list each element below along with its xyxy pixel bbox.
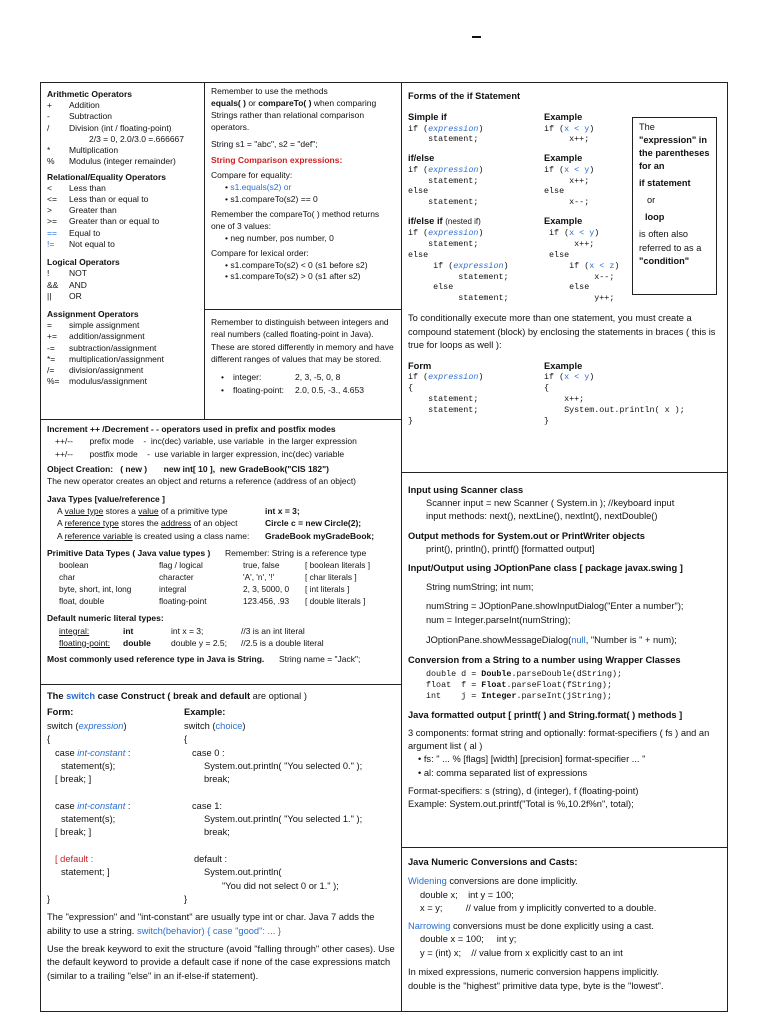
- op-row: [47, 280, 198, 291]
- log-list: [47, 268, 198, 302]
- strings-rem: Remember the compareTo( ) method returns one of 3 values:: [211, 209, 380, 231]
- operators-section: [40, 82, 205, 420]
- prim-cell: [ int literals ]: [305, 584, 350, 595]
- prim-cell: flag / logical: [159, 560, 203, 571]
- op-row: [47, 320, 198, 331]
- op-desc: Addition: [69, 100, 100, 111]
- io-t2: Output methods for System.out or PrintWriter objects: [408, 530, 645, 541]
- op-row: [47, 123, 198, 134]
- ifelse-form: if (expression) statement; else statement;: [408, 164, 484, 208]
- most-ex: String name = "Jack";: [279, 654, 361, 665]
- prim-cell: integral: [159, 584, 187, 595]
- op-desc: Division (int / floating-point): [69, 122, 172, 133]
- io-s2: input methods: next(), nextLine(), nextInt(), nextDouble(): [426, 511, 658, 522]
- op-symbol: /=: [47, 365, 55, 376]
- op-desc: modulus/assignment: [69, 376, 147, 387]
- simple-if-form: if (expression) statement;: [408, 123, 484, 145]
- nums-fp-vals: 2.0, 0.5, -3., 4.653: [295, 384, 364, 395]
- op-desc: 2/3 = 0, 2.0/3.0 =.666667: [89, 133, 184, 144]
- prim-cell: 123.456, .93: [243, 596, 290, 607]
- op-desc: Less than or equal to: [69, 193, 149, 204]
- io-t4: Conversion from a String to a number using Wrapper Classes: [408, 654, 681, 665]
- op-row: [47, 216, 198, 227]
- most-text: Most commonly used reference type in Java is String.: [47, 654, 265, 665]
- io-section: [401, 472, 728, 848]
- strings-lex1: • s1.compareTo(s2) < 0 (s1 before s2): [225, 260, 395, 272]
- types-ex3: GradeBook myGradeBook;: [265, 530, 375, 541]
- arith-list: [47, 100, 198, 167]
- nums-fp-label: floating-point:: [233, 384, 285, 395]
- op-desc: division/assignment: [69, 365, 144, 376]
- conv-m1: In mixed expressions, numeric conversion happens implicitly.: [408, 967, 659, 978]
- op-symbol: *=: [47, 353, 56, 364]
- prim-cell: 'A', 'n', '!': [243, 572, 275, 583]
- simple-if-example: if (x < y) x++;: [544, 123, 595, 145]
- strings-lex2: • s1.compareTo(s2) > 0 (s1 after s2): [225, 271, 395, 283]
- io-al: • al: comma separated list of expressions: [418, 767, 588, 778]
- op-desc: addition/assignment: [69, 331, 145, 342]
- op-symbol: &&: [47, 279, 59, 290]
- io-s1: Scanner input = new Scanner ( System.in ); //keyboard input: [426, 498, 675, 509]
- conv-w: Widening conversions are done implicitly.: [408, 876, 578, 887]
- io-s7: JOptionPane.showMessageDialog(null, "Number is " + num);: [426, 634, 677, 645]
- op-symbol: <=: [47, 193, 57, 204]
- strings-decl: String s1 = "abc", s2 = "def";: [211, 138, 318, 149]
- io-t5: Java formatted output [ printf( ) and String.format( ) methods ]: [408, 709, 683, 720]
- op-row: [47, 365, 198, 376]
- block-example: if (x < y) { x++; System.out.println( x ); }: [544, 372, 685, 426]
- nums-int-label: integer:: [233, 372, 262, 383]
- log-title: Logical Operators: [47, 257, 120, 268]
- op-row: [47, 156, 198, 167]
- op-symbol: ||: [47, 290, 52, 301]
- prim-cell: float, double: [59, 596, 105, 607]
- op-row: [47, 331, 198, 342]
- conv-w4: x = y; // value from y implicitly converted to a double.: [420, 903, 657, 914]
- strings-eq1: • s1.equals(s2) or: [225, 182, 395, 194]
- prim-cell: byte, short, int, long: [59, 584, 132, 595]
- op-row: [47, 183, 198, 194]
- page-title-dash: [472, 36, 481, 38]
- op-row: [47, 100, 198, 111]
- string-compare-section: [204, 82, 402, 310]
- op-symbol: <: [47, 182, 52, 193]
- op-desc: Greater than: [69, 205, 117, 216]
- io-fs: • fs: " ... % [flags] [width] [precision] format-specifier ... ": [418, 754, 646, 765]
- op-row: [47, 239, 198, 250]
- if-section: Forms of the if Statement Simple if Example if (expression) statement; if (x < y) x++; if/else Example if (expression) statement; else statement; if (x < y) x++; else x--; if/else if (nested if) Example if (expression) statement; else if (expression) statement; else statement; if (x < y) x++; else if (x < z) x--; else y++; To conditionally execute more than one statement, you must create a compound statement (block) by enclosing the statements in braces ( this is true for loops as well ): Form Example if (expression) { statement; statement; } if (x < y) { x++; System.out.println( x ); }: [401, 82, 728, 473]
- rel-list: [47, 183, 198, 250]
- op-row: [47, 194, 198, 205]
- op-desc: NOT: [69, 268, 87, 279]
- asg-list: [47, 320, 198, 387]
- prim-cell: true, false: [243, 560, 280, 571]
- types-ex1: int x = 3;: [265, 505, 300, 516]
- op-row: [47, 268, 198, 279]
- conversions-section: [401, 847, 728, 1012]
- io-s6: num = Integer.parseInt(numString);: [426, 614, 571, 625]
- op-symbol: *: [47, 145, 51, 156]
- op-desc: Multiplication: [69, 145, 119, 156]
- strings-l2: equals( ) or compareTo( ) when comparing: [211, 97, 377, 108]
- op-row: [47, 343, 198, 354]
- strings-l1: Remember to use the methods: [211, 86, 328, 96]
- conv-n: Narrowing conversions must be done explicitly using a cast.: [408, 920, 654, 931]
- op-desc: simple assignment: [69, 320, 140, 331]
- prim-table: [59, 559, 375, 607]
- switch-p2: Use the break keyword to exit the structure (avoid "falling through" other cases). Use the default keyword to provide a default case if none of the case expressions match (similar to a trailing "else" in an if-else-if statement).: [47, 944, 395, 981]
- op-desc: Modulus (integer remainder): [69, 156, 176, 167]
- condition-note: The "expression" in the parentheses for an if statement or loop is often also referred to as a "condition": [632, 117, 717, 295]
- switch-title: The switch case Construct ( break and default are optional ): [47, 691, 307, 701]
- arith-title: Arithmetic Operators: [47, 89, 133, 99]
- op-symbol: -: [47, 111, 50, 122]
- op-symbol: %=: [47, 376, 60, 387]
- ifelseif-form: if (expression) statement; else if (expression) statement; else statement;: [408, 227, 509, 304]
- op-row: [47, 354, 198, 365]
- switch-section: [40, 684, 402, 1012]
- op-desc: Not equal to: [69, 238, 115, 249]
- switch-example: Example: switch (choice) { case 0 : System.out.println( "You selected 0." ); break; case 1: System.out.println( "You selected 1." ); break; default : System.out.println( "You did not select 0 or 1." ); }: [184, 707, 363, 904]
- strings-eq: Compare for equality:: [211, 170, 293, 181]
- op-desc: multiplication/assignment: [69, 353, 164, 364]
- incdec-l1: ++/-- prefix mode - inc(dec) variable, use variable in the larger expression: [55, 436, 357, 447]
- io-t3: Input/Output using JOptionPane class [ package javax.swing ]: [408, 562, 683, 573]
- op-desc: AND: [69, 279, 87, 290]
- op-symbol: %: [47, 156, 55, 167]
- strings-eq2: • s1.compareTo(s2) == 0: [225, 194, 395, 206]
- op-row: [47, 111, 198, 122]
- op-desc: OR: [69, 290, 82, 301]
- prim-title: Primitive Data Types ( Java value types ): [47, 547, 211, 558]
- conv-n3: double x = 100; int y;: [420, 934, 517, 945]
- strings-rem1: • neg number, pos number, 0: [225, 233, 395, 245]
- nums-int-vals: 2, 3, -5, 0, 8: [295, 372, 341, 383]
- op-symbol: +=: [47, 331, 57, 342]
- op-desc: Subtraction: [69, 111, 112, 122]
- conv-m2: double is the "highest" primitive data type, byte is the "lowest".: [408, 980, 664, 991]
- op-row: [47, 205, 198, 216]
- prim-cell: [ boolean literals ]: [305, 560, 371, 571]
- strings-l3: Strings rather than relational comparison operators.: [211, 109, 365, 132]
- conv-title: Java Numeric Conversions and Casts:: [408, 857, 578, 867]
- prim-cell: floating-point: [159, 596, 207, 607]
- prim-cell: 2, 3, 5000, 0: [243, 584, 290, 595]
- prim-row: [59, 583, 375, 595]
- incdec-l2: ++/-- postfix mode - use variable in larger expression, inc(dec) variable: [55, 448, 345, 459]
- io-s5: numString = JOptionPane.showInputDialog("Enter a number");: [426, 601, 684, 612]
- prim-row: [59, 595, 375, 607]
- wrapper-code: double d = Double.parseDouble(dString); float f = Float.parseFloat(fString); int j = Integer.parseInt(jString);: [426, 669, 623, 701]
- op-desc: Greater than or equal to: [69, 216, 160, 227]
- op-row: [47, 145, 198, 156]
- conv-n4: y = (int) x; // value from x explicitly cast to an int: [420, 947, 623, 958]
- obj-title: Object Creation: ( new ) new int[ 10 ], new GradeBook("CIS 182"): [47, 463, 329, 474]
- switch-form: Form: switch (expression) { case int-constant : statement(s); [ break; ] case int-constant : statement(s); [ break; ] [ default : statement; ] }: [47, 707, 131, 904]
- op-row: [47, 228, 198, 239]
- op-symbol: =: [47, 320, 52, 331]
- def-row-1: integral: int int x = 3; //3 is an int literal: [59, 625, 305, 636]
- op-symbol: !: [47, 268, 50, 279]
- op-symbol: ==: [47, 227, 57, 238]
- op-symbol: /: [47, 122, 50, 133]
- io-c3: 3 components: format string and optionally: format-specifiers ( fs ) and an argument list ( al ): [408, 728, 710, 752]
- types-section: Increment ++ /Decrement - - operators used in prefix and postfix modes ++/-- prefix mode - inc(dec) variable, use variable in the larger expression ++/-- postfix mode - use variable in larger expression, inc(dec) variable Object Creation: ( new ) new int[ 10 ], new GradeBook("CIS 182") The new operator creates an object and returns a reference (address of an object) Java Types [value/reference ] A value type stores a value of a primitive type int x = 3; A reference type stores the address of an object Circle c = new Circle(2); A reference variable is created using a class name: GradeBook myGradeBook; Primitive Data Types ( Java value types ) Remember: String is a reference type boolean flag / logical true, false [ boolean literals ] char character 'A', 'n', '!' [ char literals ] byte, short, int, long integral 2, 3, 5000, 0 [ int literals ] float, double floating-point 123.456, .93 [ double literals ] Default numeric literal types: integral: int int x = 3; //3 is an int literal floating-point: double double y = 2.5; //2.5 is a double literal Most commonly used reference type in Java is String. String name = "Jack";: [40, 419, 402, 685]
- block-form: if (expression) { statement; statement; }: [408, 372, 484, 426]
- def-title: Default numeric literal types:: [47, 613, 164, 624]
- conv-w3: double x; int y = 100;: [420, 889, 514, 900]
- prim-row: [59, 559, 375, 571]
- compound-text: To conditionally execute more than one statement, you must create a compound statement (block) by enclosing the statements in braces ( this is true for loops as well ):: [408, 313, 716, 351]
- strings-cmp-title: String Comparison expressions:: [211, 155, 343, 166]
- op-symbol: +: [47, 100, 52, 111]
- types-title: Java Types [value/reference ]: [47, 493, 165, 504]
- op-row: [47, 376, 198, 387]
- nums-text: Remember to distinguish between integers and real numbers (called floating-point in Java). These are stored differently in memory and have different ranges of values that may be stored.: [211, 317, 394, 364]
- op-desc: Less than: [69, 182, 106, 193]
- op-row: [47, 134, 198, 145]
- op-symbol: >=: [47, 216, 57, 227]
- rel-title: Relational/Equality Operators: [47, 171, 167, 182]
- io-ex: Example: System.out.printf("Total is %,10.2f%n", total);: [408, 798, 634, 809]
- op-symbol: >: [47, 205, 52, 216]
- op-row: [47, 291, 198, 302]
- strings-lex: Compare for lexical order:: [211, 247, 309, 258]
- prim-rem: Remember: String is a reference type: [225, 547, 367, 558]
- io-s4: String numString; int num;: [426, 582, 534, 593]
- asg-title: Assignment Operators: [47, 308, 139, 319]
- io-t1: Input using Scanner class: [408, 485, 524, 495]
- if-title: Forms of the if Statement: [408, 91, 521, 101]
- op-desc: subtraction/assignment: [69, 342, 157, 353]
- prim-cell: character: [159, 572, 194, 583]
- prim-cell: [ double literals ]: [305, 596, 366, 607]
- op-symbol: !=: [47, 238, 55, 249]
- types-ex2: Circle c = new Circle(2);: [265, 518, 362, 529]
- def-row-2: floating-point: double double y = 2.5; //2.5 is a double literal: [59, 637, 324, 648]
- switch-p1: The "expression" and "int-constant" are usually type int or char. Java 7 adds the ability to use a string. switch(behavior) { case "good": ... }: [47, 912, 375, 936]
- io-spec: Format-specifiers: s (string), d (integer), f (floating-point): [408, 785, 639, 796]
- incdec-title: Increment ++ /Decrement - - operators used in prefix and postfix modes: [47, 424, 336, 434]
- prim-cell: char: [59, 572, 76, 583]
- prim-cell: boolean: [59, 560, 89, 571]
- numbers-section: Remember to distinguish between integers and real numbers (called floating-point in Java). These are stored differently in memory and have different ranges of values that may be stored. • integer: 2, 3, -5, 0, 8 • floating-point: 2.0, 0.5, -3., 4.653: [204, 309, 402, 420]
- op-symbol: -=: [47, 342, 55, 353]
- ifelse-example: if (x < y) x++; else x--;: [544, 164, 595, 208]
- op-desc: Equal to: [69, 227, 101, 238]
- prim-row: [59, 571, 375, 583]
- ifelseif-example: if (x < y) x++; else if (x < z) x--; else y++;: [544, 227, 620, 304]
- prim-cell: [ char literals ]: [305, 572, 357, 583]
- op-symbol: [47, 134, 69, 145]
- obj-text: The new operator creates an object and returns a reference (address of an object): [47, 476, 357, 487]
- io-s3: print(), println(), printf() [formatted output]: [426, 543, 595, 554]
